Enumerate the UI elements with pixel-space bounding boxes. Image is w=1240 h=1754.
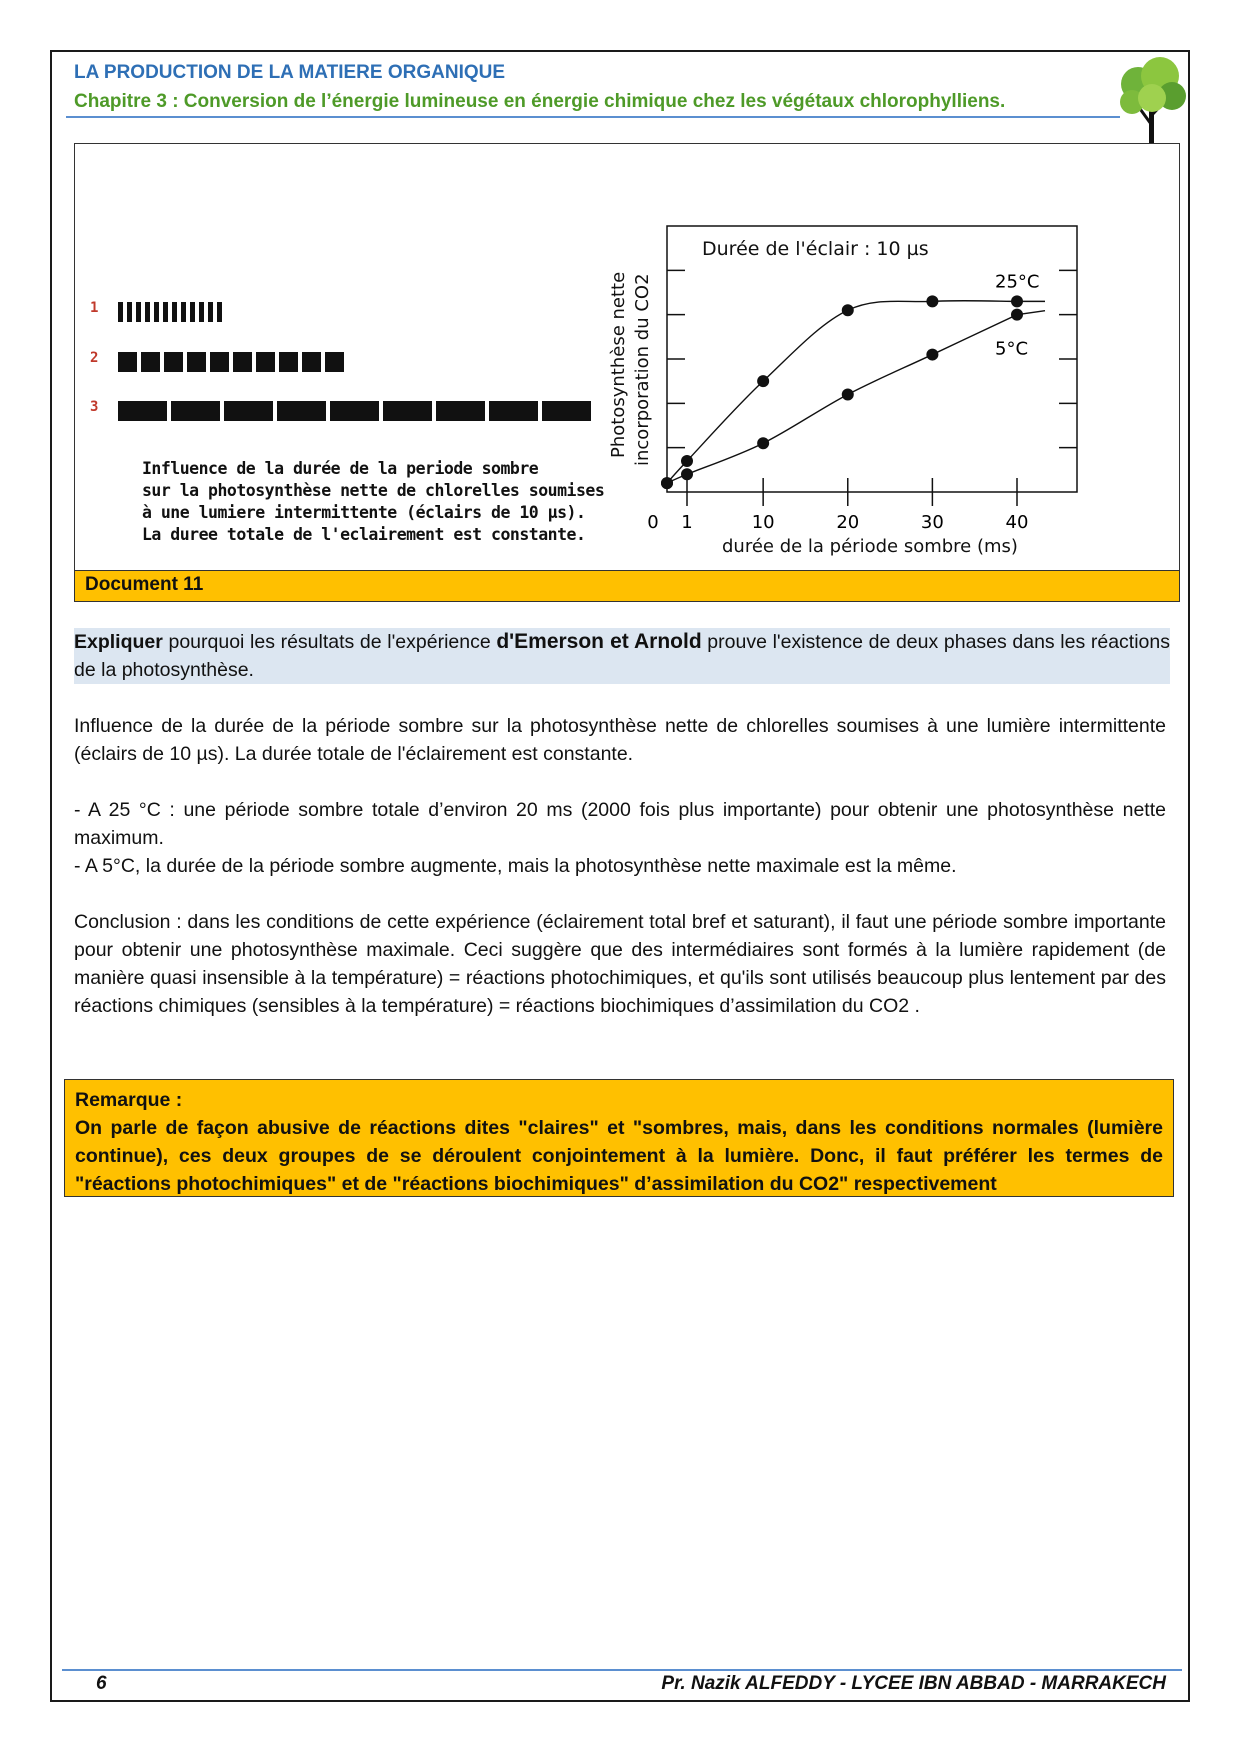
row-number: 3 [90,399,99,415]
flash-segment [208,302,213,322]
question-highlight: d'Emerson et Arnold [496,630,702,653]
data-point [926,349,938,361]
x-tick-label: 1 [681,512,693,533]
flash-segment [187,352,206,372]
flash-segment [217,302,222,322]
flash-segment [542,401,591,421]
question-verb: Expliquer [74,631,163,653]
data-point [1011,295,1023,307]
flash-segment [233,352,252,372]
flash-segment [436,401,485,421]
flash-segment [330,401,379,421]
flash-segment [171,401,220,421]
flash-segment [118,302,123,322]
flash-segment [325,352,344,372]
chart-title: Durée de l'éclair : 10 µs [702,238,929,260]
data-point [842,304,854,316]
flash-segment [164,352,183,372]
flash-segment [277,401,326,421]
header-subtitle: Chapitre 3 : Conversion de l’énergie lumineuse en énergie chimique chez les végétaux chlorophylliens. [74,91,1006,112]
remark-box [64,1079,1174,1197]
flash-segment [256,352,275,372]
flash-segment [172,302,177,322]
flash-segment [136,302,141,322]
question-text-after: prouve l'existence de deux phases dans les réactions de la photosynthèse. [74,631,1170,681]
question-block [74,628,1170,684]
flash-segment [181,302,186,322]
flash-segment [210,352,229,372]
x-tick-label: 0 [647,512,659,533]
flash-segment [118,352,137,372]
series-label: 5°C [995,338,1029,360]
observation-25c: - A 25 °C : une période sombre totale d’environ 20 ms (2000 fois plus importante) pour obtenir une photosynthèse nette maximum. [74,799,1166,849]
chart-xlabel: durée de la période sombre (ms) [722,536,1018,557]
question-text-before: pourquoi les résultats de l'expérience [162,631,497,653]
remark-text: On parle de façon abusive de réactions dites "claires" et "sombres, mais, dans les conditions normales (lumière continue), ces deux groupes de se déroulent conjointement à la lumière. Donc, il faut préférer les termes de "réactions photochimiques" et de "réactions biochimiques" d’assimilation du CO2" respectivement [75,1117,1163,1195]
photosynthesis-chart [600,210,1080,570]
data-point [757,375,769,387]
caption-line: La duree totale de l'eclairement est constante. [142,525,586,544]
flash-segment [163,302,168,322]
flash-segment [279,352,298,372]
flash-segment [190,302,195,322]
data-point [757,437,769,449]
header-title: LA PRODUCTION DE LA MATIERE ORGANIQUE [74,62,506,83]
flash-segment [141,352,160,372]
x-tick-label: 30 [920,512,944,533]
figure-caption [142,458,604,546]
footer-author: Pr. Nazik ALFEDDY - LYCEE IBN ABBAD - MARRAKECH [661,1673,1166,1694]
flash-segment [383,401,432,421]
flash-segment [224,401,273,421]
flash-segment [127,302,132,322]
flash-segment [302,352,321,372]
data-point [661,477,673,489]
x-tick-label: 20 [836,512,860,533]
row-number: 1 [90,300,99,316]
header-rule [66,116,1120,118]
caption-line: sur la photosynthèse nette de chlorelles soumises [142,481,605,500]
flash-segment [199,302,204,322]
x-tick-label: 10 [751,512,775,533]
conclusion-paragraph: Conclusion : dans les conditions de cette expérience (éclairement total bref et saturant), il faut une période sombre importante pour obtenir une photosynthèse maximale. Ceci suggère que des intermédiaires sont formés à la lumière rapidement (de manière quasi insensible à la température) = réactions photochimiques, et qu'ils sont utilisés beaucoup plus lentement par des réactions chimiques (sensibles à la température) = réactions biochimiques d’assimilation du CO2 . [74,911,1166,1017]
x-tick-label: 40 [1005,512,1029,533]
caption-line: Influence de la durée de la periode sombre [142,459,539,478]
flash-segment [489,401,538,421]
caption-line: à une lumiere intermittente (éclairs de 10 µs). [142,503,586,522]
chart-ylabel-2: incorporation du CO2 [632,273,653,466]
observation-5c: - A 5°C, la durée de la période sombre augmente, mais la photosynthèse nette maximale est la même. [74,855,957,877]
data-point [681,468,693,480]
footer-rule [62,1669,1182,1671]
data-point [1011,309,1023,321]
document-label: Document 11 [74,570,1180,602]
page-number: 6 [96,1673,107,1694]
flash-segment [154,302,159,322]
row-number: 2 [90,350,99,366]
data-point [842,388,854,400]
data-point [681,455,693,467]
flash-segment [118,401,167,421]
intro-paragraph: Influence de la durée de la période sombre sur la photosynthèse nette de chlorelles soumises à une lumière intermittente (éclairs de 10 µs). La durée totale de l'éclairement est constante. [74,715,1166,765]
chart-ylabel-1: Photosynthèse nette [608,271,629,458]
flash-segment [145,302,150,322]
series-label: 25°C [995,271,1040,293]
data-point [926,295,938,307]
remark-title: Remarque : [75,1089,183,1111]
